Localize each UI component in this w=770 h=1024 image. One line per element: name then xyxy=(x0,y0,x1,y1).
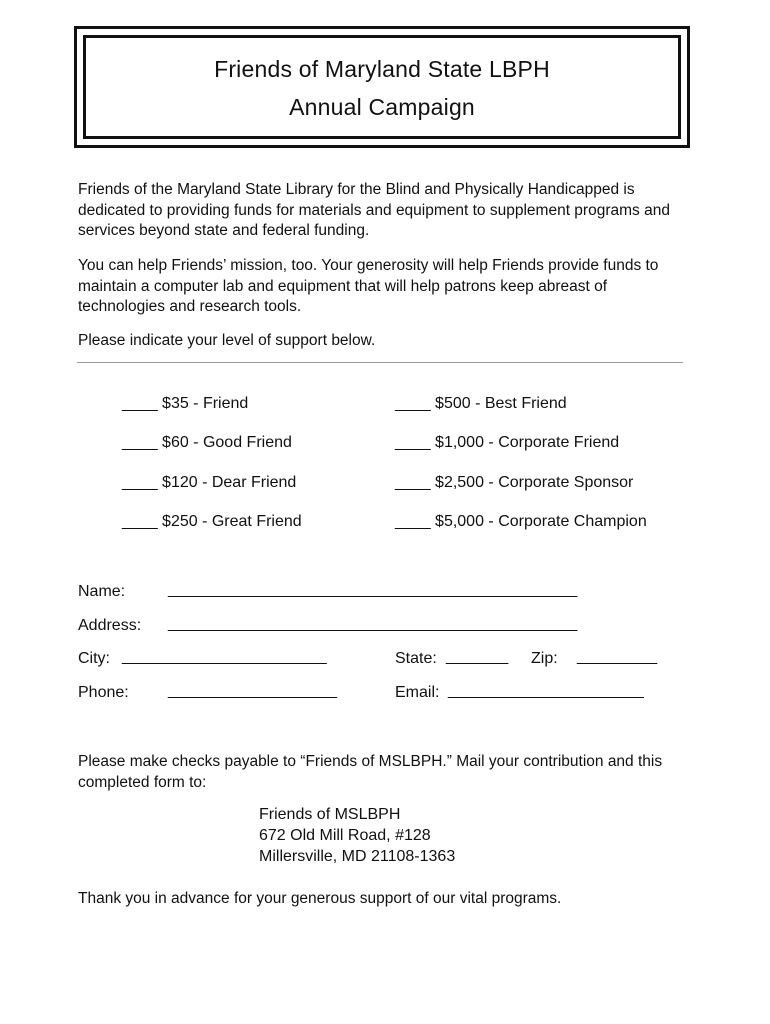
level-option-500[interactable]: ____ $500 - Best Friend xyxy=(395,395,567,412)
phone-label: Phone: xyxy=(78,684,129,701)
mailing-address-name: Friends of MSLBPH xyxy=(259,806,401,823)
phone-field[interactable]: ___________________ xyxy=(168,682,338,699)
address-field[interactable]: ______________________________________________ xyxy=(168,615,578,632)
zip-label: Zip: xyxy=(531,650,558,667)
support-prompt: Please indicate your level of support below. xyxy=(78,332,376,349)
state-field[interactable]: _______ xyxy=(446,648,509,665)
closing-thanks: Thank you in advance for your generous support of our vital programs. xyxy=(78,890,562,907)
mailing-address-city: Millersville, MD 21108-1363 xyxy=(259,848,456,865)
address-label: Address: xyxy=(78,617,142,634)
level-option-35[interactable]: ____ $35 - Friend xyxy=(122,395,249,412)
level-option-1000[interactable]: ____ $1,000 - Corporate Friend xyxy=(395,434,620,451)
intro-paragraph-2: You can help Friends’ mission, too. Your generosity will help Friends provide funds to maintain a computer lab and equipment that will help patrons keep abreast of technologies and research tools. xyxy=(78,257,659,315)
title-inner-border xyxy=(83,35,681,139)
name-field[interactable]: ______________________________________________ xyxy=(168,581,578,598)
mailing-instructions: Please make checks payable to “Friends of MSLBPH.” Mail your contribution and this completed form to: xyxy=(78,753,663,791)
level-option-5000[interactable]: ____ $5,000 - Corporate Champion xyxy=(395,513,647,530)
city-label: City: xyxy=(78,650,110,667)
intro-paragraph-1: Friends of the Maryland State Library for the Blind and Physically Handicapped is dedicated to providing funds for materials and equipment to supplement programs and services beyond state and federal funding. xyxy=(78,181,670,239)
section-divider xyxy=(77,362,683,363)
city-field[interactable]: _______________________ xyxy=(122,648,327,665)
email-label: Email: xyxy=(395,684,440,701)
level-option-60[interactable]: ____ $60 - Good Friend xyxy=(122,434,292,451)
name-label: Name: xyxy=(78,583,126,600)
title-box xyxy=(74,26,690,148)
level-option-120[interactable]: ____ $120 - Dear Friend xyxy=(122,474,297,491)
level-option-250[interactable]: ____ $250 - Great Friend xyxy=(122,513,302,530)
page-title: Friends of Maryland State LBPH xyxy=(214,56,550,82)
email-field[interactable]: ______________________ xyxy=(448,682,644,699)
level-option-2500[interactable]: ____ $2,500 - Corporate Sponsor xyxy=(395,474,634,491)
state-label: State: xyxy=(395,650,437,667)
page-subtitle: Annual Campaign xyxy=(289,94,475,120)
mailing-address-street: 672 Old Mill Road, #128 xyxy=(259,827,431,844)
zip-field[interactable]: _________ xyxy=(577,648,658,665)
